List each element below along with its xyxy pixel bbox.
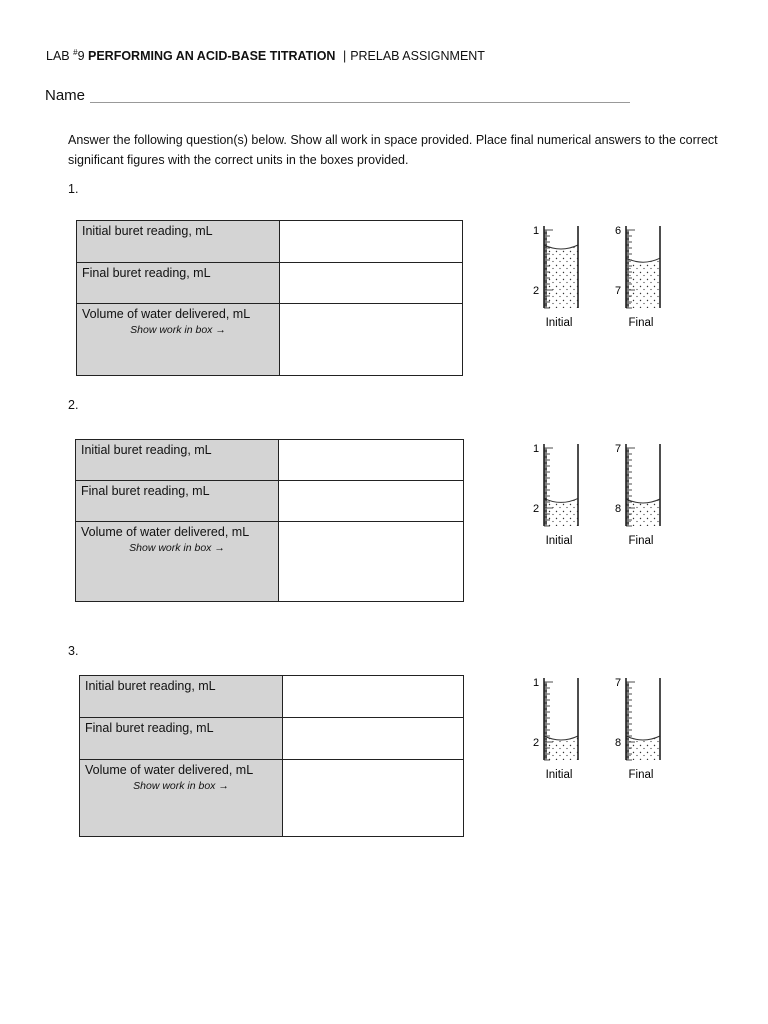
final-reading-answer-box[interactable] [283, 718, 464, 760]
buret-caption: Final [628, 769, 654, 781]
final-reading-label: Final buret reading, mL [77, 263, 280, 304]
final-reading-label: Final buret reading, mL [76, 481, 279, 522]
volume-delivered-cell [77, 304, 280, 376]
initial-reading-label: Initial buret reading, mL [80, 676, 283, 718]
volume-delivered-answer-box[interactable] [283, 760, 464, 837]
lab-subtitle: PRELAB ASSIGNMENT [350, 49, 485, 64]
lab-prefix: LAB [46, 49, 74, 64]
buret-caption: Initial [545, 535, 573, 547]
initial-reading-answer-box[interactable] [279, 440, 464, 481]
buret-scale-label: 2 [532, 503, 540, 515]
show-work-note: Show work in box → [130, 324, 226, 336]
show-work-note: Show work in box → [129, 542, 225, 554]
final-reading-label: Final buret reading, mL [80, 718, 283, 760]
page-header [46, 48, 485, 63]
buret-scale-label: 6 [614, 225, 622, 237]
buret-liquid [544, 245, 578, 308]
buret [615, 677, 660, 781]
final-reading-answer-box[interactable] [279, 481, 464, 522]
buret-caption: Initial [545, 317, 573, 329]
question-table [79, 675, 464, 837]
buret-diagram-q3 [520, 674, 670, 834]
instructions: Answer the following question(s) below. Show all work in space provided. Place final numerical answers to the correct significant figures with the correct units in the boxes provided. [68, 133, 718, 167]
show-work-note: Show work in box → [133, 780, 229, 792]
buret-scale-label: 8 [614, 737, 622, 749]
initial-reading-answer-box[interactable] [283, 676, 464, 718]
lab-hash: # [73, 48, 78, 57]
buret [615, 225, 660, 329]
question-table [75, 439, 464, 602]
buret-scale-label: 7 [614, 677, 622, 689]
volume-delivered-cell [80, 760, 283, 837]
buret-caption: Final [628, 317, 654, 329]
buret-scale-label: 1 [532, 443, 540, 455]
buret [533, 443, 578, 547]
lab-title: PERFORMING AN ACID-BASE TITRATION [88, 49, 336, 64]
question-number: 2. [68, 398, 79, 412]
initial-reading-answer-box[interactable] [280, 221, 463, 263]
name-label: Name [45, 87, 86, 104]
buret [533, 225, 578, 329]
question-number: 1. [68, 182, 79, 196]
volume-delivered-label: Volume of water delivered, mL [81, 525, 250, 539]
buret-scale-label: 7 [614, 443, 622, 455]
buret-caption: Initial [545, 769, 573, 781]
buret-scale-label: 1 [532, 225, 540, 237]
header-separator: | [342, 49, 347, 64]
buret-diagram-q1 [520, 222, 670, 382]
question-number: 3. [68, 644, 79, 658]
buret-scale-label: 2 [532, 737, 540, 749]
buret-diagram-q2 [520, 440, 670, 600]
volume-delivered-answer-box[interactable] [280, 304, 463, 376]
buret [533, 677, 578, 781]
volume-delivered-label: Volume of water delivered, mL [82, 307, 251, 321]
volume-delivered-answer-box[interactable] [279, 522, 464, 602]
initial-reading-label: Initial buret reading, mL [77, 221, 280, 263]
buret-scale-label: 7 [614, 285, 622, 297]
name-field-line[interactable] [90, 102, 630, 103]
question-table [76, 220, 463, 376]
buret-scale-label: 2 [532, 285, 540, 297]
buret-scale-label: 1 [532, 677, 540, 689]
volume-delivered-cell [76, 522, 279, 602]
volume-delivered-label: Volume of water delivered, mL [85, 763, 254, 777]
final-reading-answer-box[interactable] [280, 263, 463, 304]
buret [615, 443, 660, 547]
initial-reading-label: Initial buret reading, mL [76, 440, 279, 481]
lab-number: 9 [77, 49, 85, 64]
buret-scale-label: 8 [614, 503, 622, 515]
buret-caption: Final [628, 535, 654, 547]
